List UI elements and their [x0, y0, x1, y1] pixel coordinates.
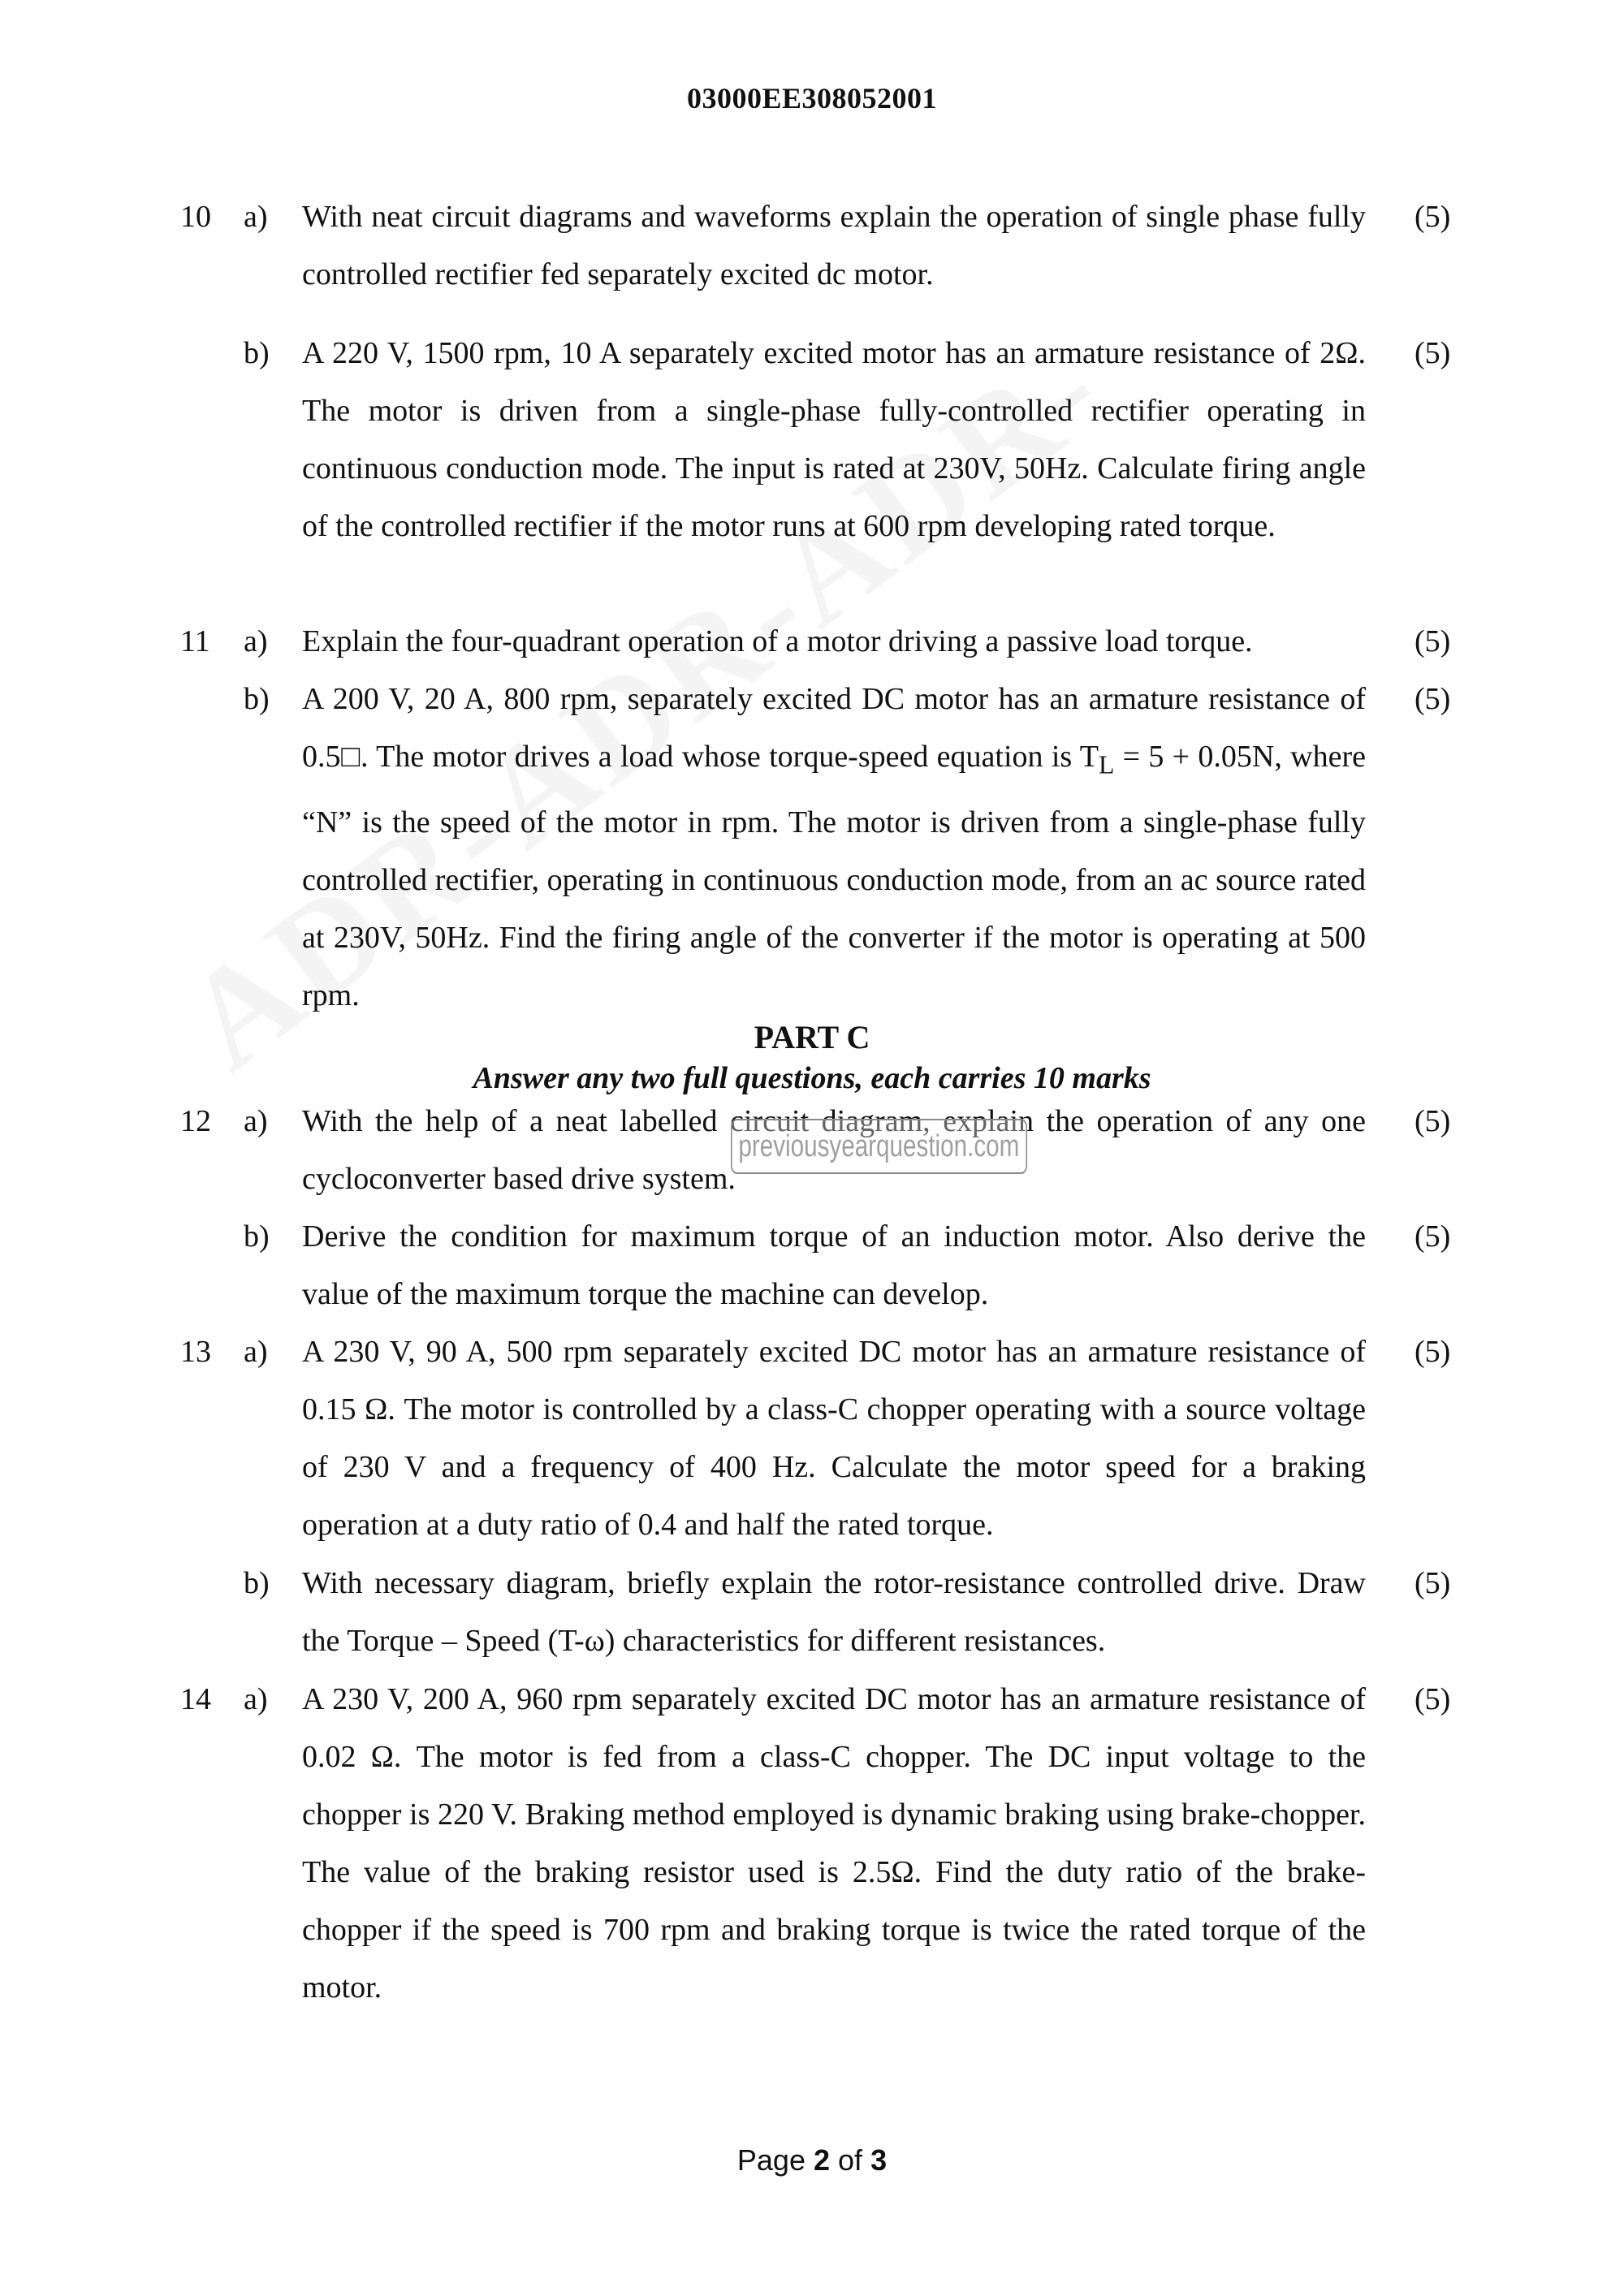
torque-subscript: L	[1099, 750, 1115, 779]
question-marks: (5)	[1415, 682, 1451, 716]
question-text: With the help of a neat labelled circuit diagram, explain the operation of any one cycloconverter based drive system.	[302, 1104, 1366, 1196]
question-part: b)	[244, 336, 270, 370]
question-text: A 220 V, 1500 rpm, 10 A separately excited motor has an armature resistance of 2Ω. The motor is driven from a single-phase fully-controlled rectifier operating in continuous conduction mode. The input is rated at 230V, 50Hz. Calculate firing angle of the controlled rectifier if the motor runs at 600 rpm developing rated torque.	[302, 336, 1366, 543]
question-marks: (5)	[1415, 1682, 1451, 1716]
question-text: With necessary diagram, briefly explain the rotor-resistance controlled drive. Draw the Torque – Speed (T-ω) characteristics for different resistances.	[302, 1566, 1366, 1658]
question-text: A 230 V, 90 A, 500 rpm separately excited DC motor has an armature resistance of 0.15 Ω. The motor is controlled by a class-C chopper operating with a source voltage of 230 V and a frequency of 400 Hz. Calculate the motor speed for a braking operation at a duty ratio of 0.4 and half the rated torque.	[302, 1335, 1366, 1542]
question-part: a)	[244, 1335, 268, 1369]
question-marks: (5)	[1415, 1219, 1451, 1254]
question-text-end: = 5 + 0.05N, where “N” is the speed of the motor in rpm. The motor is driven from a single-phase fully controlled rectifier, operating in continuous conduction mode, from an ac source rated at 230V, 50Hz. Find the firing angle of the converter if the motor is operating at 500 rpm.	[302, 740, 1366, 1012]
page-word: Page	[736, 2143, 806, 2177]
page-number: 2	[813, 2143, 831, 2177]
question-number: 12	[180, 1104, 211, 1138]
question-number: 14	[180, 1682, 211, 1716]
part-c-instruction: Answer any two full questions, each carries 10 marks	[473, 1061, 1151, 1095]
part-c-title: PART C	[754, 1019, 870, 1055]
question-text: A 230 V, 200 A, 960 rpm separately excited DC motor has an armature resistance of 0.02 Ω. The motor is fed from a class-C chopper. The DC input voltage to the chopper is 220 V. Braking method employed is dynamic braking using brake-chopper. The value of the braking resistor used is 2.5Ω. Find the duty ratio of the brake-chopper if the speed is 700 rpm and braking torque is twice the rated torque of the motor.	[302, 1682, 1366, 2005]
question-marks: (5)	[1415, 1335, 1451, 1369]
question-number: 10	[180, 200, 211, 234]
question-part: b)	[244, 1566, 270, 1600]
question-part: a)	[244, 1104, 268, 1138]
paper-code: 03000EE308052001	[686, 82, 938, 114]
page-total: 3	[870, 2143, 888, 2177]
watermark-stamp: previousyearquestion.com	[731, 1119, 1027, 1174]
question-marks: (5)	[1415, 1104, 1451, 1138]
question-marks: (5)	[1415, 200, 1451, 234]
question-text: With neat circuit diagrams and waveforms explain the operation of single phase fully controlled rectifier fed separately excited dc motor.	[302, 200, 1366, 291]
question-part: a)	[244, 624, 268, 658]
question-part: b)	[244, 1219, 270, 1254]
question-part: a)	[244, 200, 268, 234]
question-part: b)	[244, 682, 270, 716]
question-marks: (5)	[1415, 336, 1451, 370]
question-text	[302, 671, 1366, 1025]
question-marks: (5)	[1415, 1566, 1451, 1600]
question-marks: (5)	[1415, 624, 1451, 658]
question-number: 13	[180, 1335, 211, 1369]
page-footer	[0, 2143, 1624, 2177]
of-word: of	[838, 2143, 863, 2177]
question-text: Explain the four-quadrant operation of a motor driving a passive load torque.	[302, 624, 1253, 658]
question-part: a)	[244, 1682, 268, 1716]
question-text: Derive the condition for maximum torque of an induction motor. Also derive the value of the maximum torque the machine can develop.	[302, 1219, 1366, 1311]
question-number: 11	[180, 624, 210, 658]
question-text-start: A 200 V, 20 A, 800 rpm, separately excited DC motor has an armature resistance of 0.5□. The motor drives a load whose torque-speed equation is T	[302, 682, 1366, 774]
